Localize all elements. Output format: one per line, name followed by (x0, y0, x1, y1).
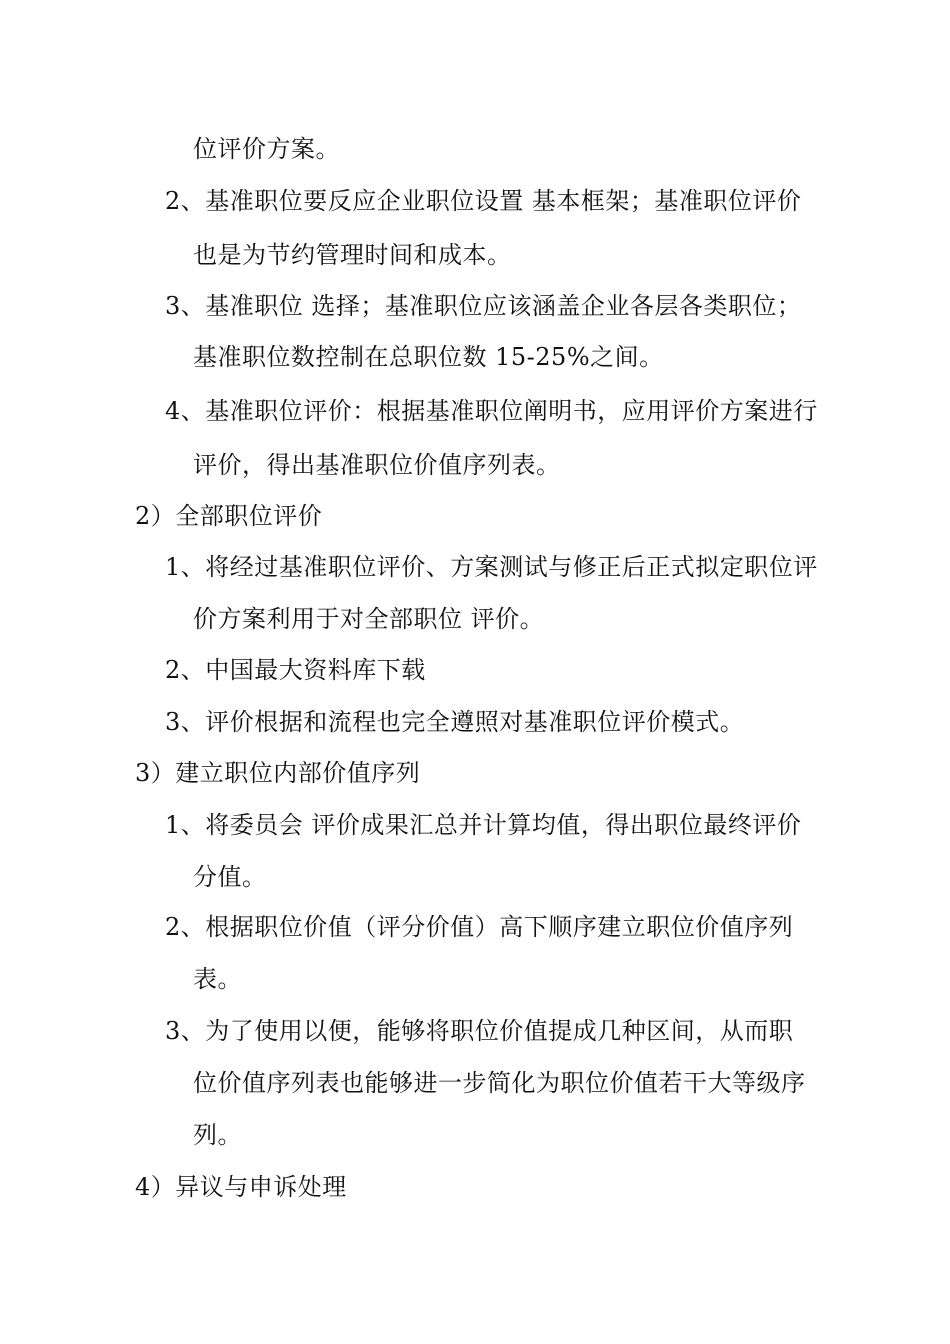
text-line: 列。 (193, 1121, 242, 1149)
text-line: 3、基准职位 选择；基准职位应该涵盖企业各层各类职位； (165, 292, 802, 320)
text-line: 1、将经过基准职位评价、方案测试与修正后正式拟定职位评 (165, 553, 818, 581)
text-line: 基准职位数控制在总职位数 15-25%之间。 (193, 343, 664, 371)
text-line: 位价值序列表也能够进一步简化为职位价值若干大等级序 (193, 1069, 806, 1097)
section-heading: 3）建立职位内部价值序列 (135, 759, 421, 787)
text-line: 2、中国最大资料库下载 (165, 656, 426, 684)
text-line: 表。 (193, 965, 242, 993)
section-heading: 2）全部职位评价 (135, 502, 323, 530)
text-line: 评价，得出基准职位价值序列表。 (193, 451, 561, 479)
text-line: 位评价方案。 (193, 135, 340, 163)
text-line: 1、将委员会 评价成果汇总并计算均值，得出职位最终评价 (165, 811, 802, 839)
text-line: 2、基准职位要反应企业职位设置 基本框架；基准职位评价 (165, 187, 802, 215)
text-line: 也是为节约管理时间和成本。 (193, 241, 512, 269)
text-line: 价方案利用于对全部职位 评价。 (193, 605, 545, 633)
text-line: 2、根据职位价值（评分价值）高下顺序建立职位价值序列 (165, 913, 794, 941)
text-line: 3、评价根据和流程也完全遵照对基准职位评价模式。 (165, 708, 745, 736)
text-line: 分值。 (193, 863, 267, 891)
text-line: 3、为了使用以便，能够将职位价值提成几种区间，从而职 (165, 1017, 794, 1045)
section-heading: 4）异议与申诉处理 (135, 1173, 347, 1201)
text-line: 4、基准职位评价：根据基准职位阐明书，应用评价方案进行 (165, 397, 818, 425)
